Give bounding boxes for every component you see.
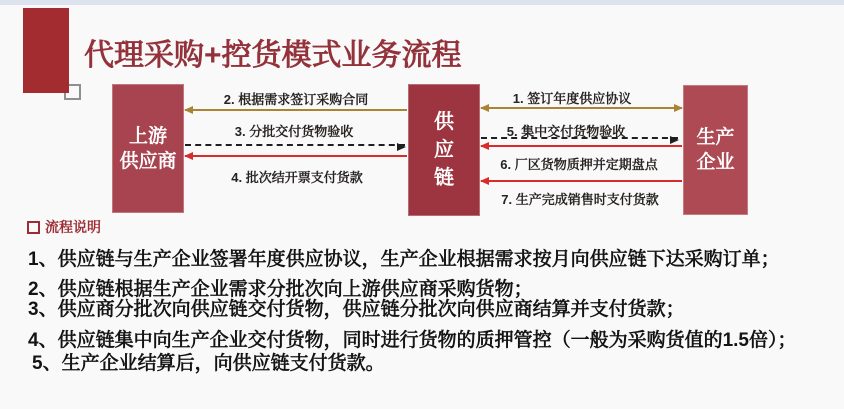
node-supply-chain-char2: 应 <box>434 139 454 161</box>
arrowhead-left-icon <box>184 106 193 114</box>
arrowhead-left-icon <box>480 104 489 112</box>
page-title: 代理采购+控货模式业务流程 <box>84 39 462 72</box>
node-upstream-supplier-line2: 供应商 <box>119 150 177 172</box>
arrowhead-right-icon <box>670 136 679 144</box>
process-step-1: 1、供应链与生产企业签署年度供应协议，生产企业根据需求按月向供应链下达采购订单； <box>28 249 780 270</box>
label-step3: 3. 分批交付货物验收 <box>234 124 354 139</box>
node-supply-chain-char1: 供 <box>434 111 454 133</box>
arrowhead-right-icon <box>397 143 406 151</box>
node-manufacturer-line1: 生产 <box>696 127 735 148</box>
node-supply-chain <box>408 84 480 216</box>
arrowhead-left-icon <box>480 177 489 185</box>
label-step5: 5. 集中交付货物验收 <box>506 124 626 139</box>
label-step1: 1. 签订年度供应协议 <box>512 91 632 106</box>
arrow-step1-annual-agreement <box>481 107 682 109</box>
square-bullet-icon <box>27 221 40 234</box>
top-strip <box>0 0 844 5</box>
arrow-step3-batch-delivery <box>185 144 405 146</box>
process-step-3: 3、供应商分批次向供应链交付货物，供应链分批次向供应商结算并支付货款； <box>28 299 685 320</box>
label-step7: 7. 生产完成销售时支付货款 <box>501 192 659 207</box>
node-manufacturer <box>683 85 748 215</box>
node-upstream-supplier <box>112 84 184 213</box>
node-manufacturer-line2: 企业 <box>696 152 735 173</box>
node-upstream-supplier-line1: 上游 <box>128 125 167 147</box>
arrow-step2-purchase-contract <box>185 109 407 111</box>
arrowhead-right-icon <box>674 104 683 112</box>
node-supply-chain-char3: 链 <box>434 167 454 189</box>
process-step-2: 2、供应链根据生产企业需求分批次向上游供应商采购货物； <box>28 279 533 300</box>
arrow-step4-batch-payment <box>185 155 407 157</box>
arrow-step6-pledge-return <box>481 145 682 147</box>
arrowhead-left-icon <box>184 152 193 160</box>
process-step-4: 4、供应链集中向生产企业交付货物，同时进行货物的质押管控（一般为采购货值的1.5倍）； <box>28 330 797 351</box>
slide-accent-bar <box>23 8 69 93</box>
label-step4: 4. 批次结开票支付货款 <box>231 170 363 185</box>
label-step6: 6. 厂区货物质押并定期盘点 <box>500 157 658 172</box>
process-step-list <box>28 250 840 374</box>
process-section-header: 流程说明 <box>45 219 101 235</box>
label-step2: 2. 根据需求签订采购合同 <box>223 92 369 107</box>
arrowhead-left-icon <box>480 142 489 150</box>
process-step-5: 5、生产企业结算后，向供应链支付货款。 <box>32 353 385 374</box>
arrow-step7-sale-payment <box>481 180 682 182</box>
